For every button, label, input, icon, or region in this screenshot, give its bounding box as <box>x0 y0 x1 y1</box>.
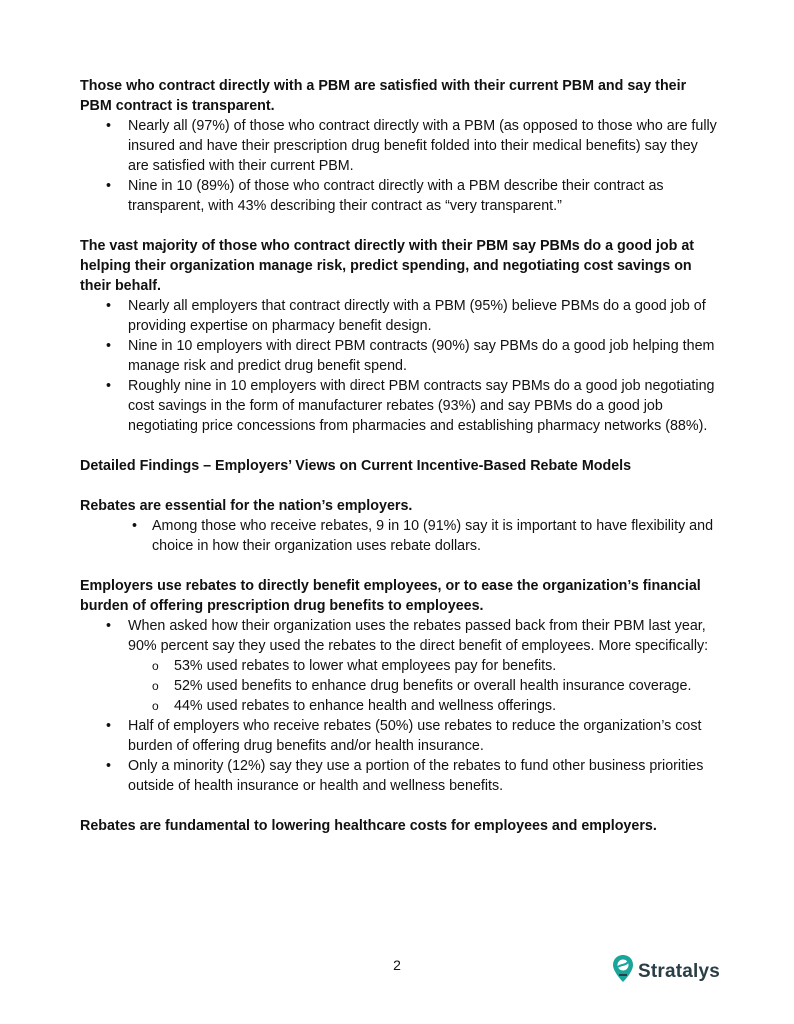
sub-list-item: o 53% used rebates to lower what employees pay for benefits. <box>80 656 720 676</box>
map-pin-icon <box>612 954 634 989</box>
section-rebates-use <box>80 576 720 796</box>
list-item: • Among those who receive rebates, 9 in 10 (91%) say it is important to have flexibility and choice in how their organization uses rebate dollars. <box>80 516 720 556</box>
list-item: • When asked how their organization uses the rebates passed back from their PBM last year, 90% percent say they used the rebates to the direct benefit of employees. More specifically: <box>80 616 720 656</box>
list-item: • Half of employers who receive rebates (50%) use rebates to reduce the organization’s cost burden of offering drug benefits and/or health insurance. <box>80 716 720 756</box>
list-item: • Only a minority (12%) say they use a portion of the rebates to fund other business priorities outside of health insurance or health and wellness benefits. <box>80 756 720 796</box>
section-heading: Those who contract directly with a PBM are satisfied with their current PBM and say their PBM contract is transparent. <box>80 78 687 114</box>
list-item: • Nearly all (97%) of those who contract directly with a PBM (as opposed to those who are fully insured and have their prescription drug benefit folded into their medical benefits) say they are satisfied with their current PBM. <box>80 116 720 176</box>
stratalys-logo <box>612 954 720 989</box>
section-heading: Detailed Findings – Employers’ Views on Current Incentive-Based Rebate Models <box>80 458 632 474</box>
sub-list-item: o 44% used rebates to enhance health and wellness offerings. <box>80 696 720 716</box>
list-item: • Nearly all employers that contract directly with a PBM (95%) believe PBMs do a good job of providing expertise on pharmacy benefit design. <box>80 296 720 336</box>
section-heading: Rebates are essential for the nation’s employers. <box>80 498 413 514</box>
document-body <box>80 76 720 856</box>
section-pbm-good-job <box>80 236 720 436</box>
list-item: • Nine in 10 employers with direct PBM contracts (90%) say PBMs do a good job helping them manage risk and predict drug benefit spend. <box>80 336 720 376</box>
bullet-list <box>80 116 720 216</box>
section-heading: Employers use rebates to directly benefit employees, or to ease the organization’s financial burden of offering prescription drug benefits to employees. <box>80 578 701 614</box>
page-number: 2 <box>393 957 401 973</box>
sub-list-item: o 52% used benefits to enhance drug benefits or overall health insurance coverage. <box>80 676 720 696</box>
list-item: • Nine in 10 (89%) of those who contract directly with a PBM describe their contract as transparent, with 43% describing their contract as “very transparent.” <box>80 176 720 216</box>
section-heading: Rebates are fundamental to lowering healthcare costs for employees and employers. <box>80 818 657 834</box>
list-item: • Roughly nine in 10 employers with direct PBM contracts say PBMs do a good job negotiating cost savings in the form of manufacturer rebates (93%) and say PBMs do a good job negotiating price concessions from pharmacies and establishing pharmacy networks (88%). <box>80 376 720 436</box>
section-rebates-essential <box>80 496 720 556</box>
bullet-list <box>80 616 720 796</box>
bullet-list <box>80 516 720 556</box>
section-pbm-satisfaction <box>80 76 720 216</box>
section-rebates-fundamental <box>80 816 720 836</box>
section-detailed-findings <box>80 456 720 476</box>
section-heading: The vast majority of those who contract directly with their PBM say PBMs do a good job at helping their organization manage risk, predict spending, and negotiating cost savings on their behalf. <box>80 238 695 294</box>
logo-text: Stratalys <box>638 960 721 982</box>
bullet-list <box>80 296 720 436</box>
